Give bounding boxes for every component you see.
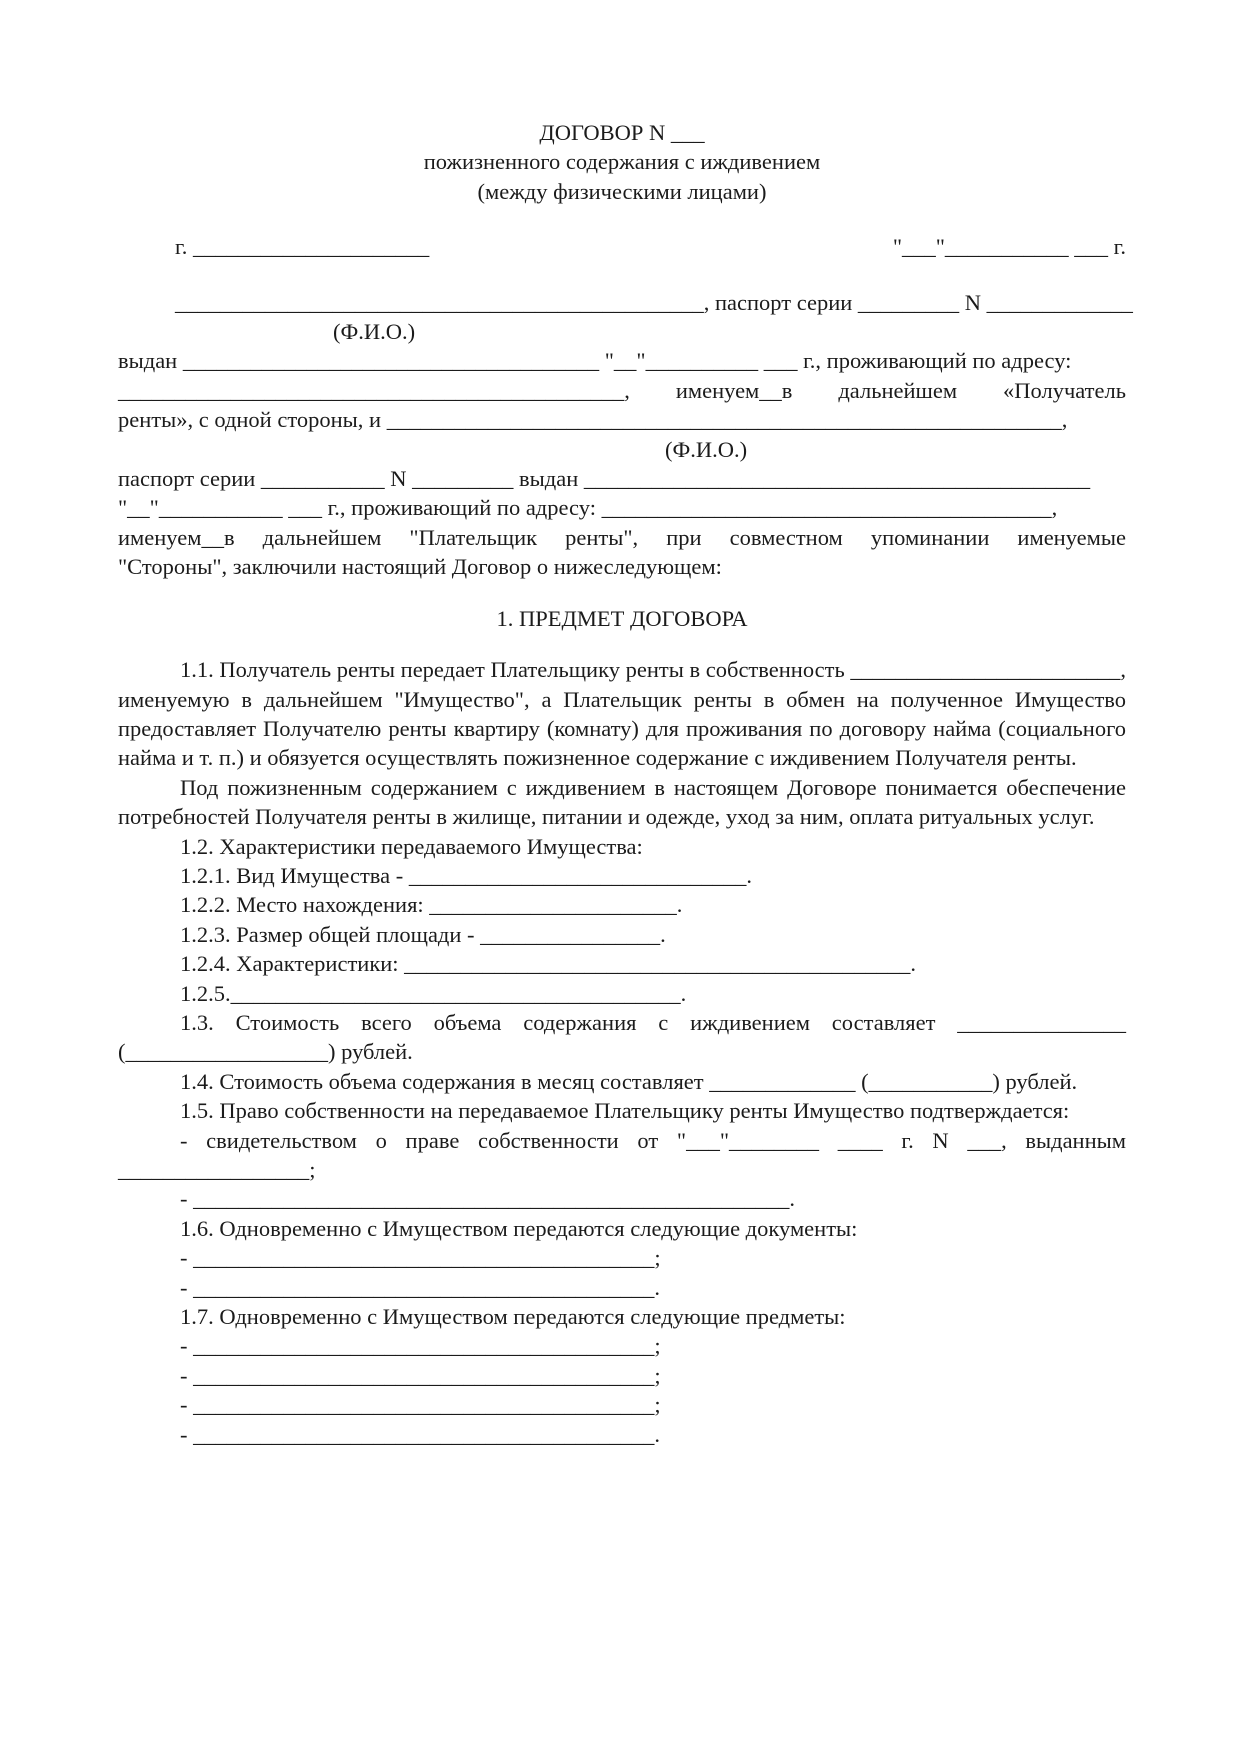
preamble-line-4: ренты», с одной стороны, и ____________________________________________________________, (118, 407, 1068, 433)
clause-1-5-other: - _____________________________________________________. (180, 1186, 795, 1212)
contract-parties-note: (между физическими лицами) (477, 178, 767, 204)
object-item: - _________________________________________; (180, 1362, 661, 1388)
preamble-line-6: "__"___________ ___ г., проживающий по адресу: ________________________________________, (118, 495, 1058, 521)
section-heading: 1. ПРЕДМЕТ ДОГОВОРА (496, 605, 748, 631)
contract-title: ДОГОВОР N ___ (539, 120, 705, 145)
clause-1-4: 1.4. Стоимость объема содержания в месяц составляет _____________ (___________) рублей. (180, 1068, 1078, 1094)
clause-1-2-2: 1.2.2. Место нахождения: ______________________. (180, 892, 683, 918)
fio-caption-2: (Ф.И.О.) (665, 436, 748, 462)
object-item: - _________________________________________; (180, 1333, 661, 1359)
clause-1-7: 1.7. Одновременно с Имуществом передаются следующие предметы: (180, 1304, 846, 1330)
object-item: - _________________________________________. (180, 1421, 660, 1447)
clause-1-2-1: 1.2.1. Вид Имущества - ______________________________. (180, 862, 752, 888)
clause-1-5: 1.5. Право собственности на передаваемое Плательщику ренты Имущество подтверждается: (180, 1098, 1070, 1124)
preamble-line-3: _____________________________________________, именуем__в дальнейшем «Получатель (118, 377, 1126, 403)
preamble-line-7: именуем__в дальнейшем "Плательщик ренты", при совместном упоминании именуемые (118, 524, 1126, 550)
document-item: - _________________________________________; (180, 1245, 661, 1271)
object-item: - _________________________________________; (180, 1392, 661, 1418)
clause-definition: Под пожизненным содержанием с иждивением в настоящем Договоре понимается обеспечение потребностей Получателя ренты в жилище, питании и одежде, уход за ним, оплата ритуальных услуг. (118, 774, 1126, 830)
preamble-line-5: паспорт серии ___________ N _________ выдан _____________________________________________ (118, 466, 1091, 492)
clause-1-2-3: 1.2.3. Размер общей площади - ________________. (180, 921, 666, 947)
clause-1-2-4: 1.2.4. Характеристики: _____________________________________________. (180, 951, 917, 977)
clause-1-2-5: 1.2.5.________________________________________. (180, 980, 687, 1006)
preamble-line-1: _______________________________________________, паспорт серии _________ N _____________ (175, 289, 1133, 315)
preamble-line-2: выдан _____________________________________ "__"__________ ___ г., проживающий по адресу: (118, 348, 1072, 374)
document-item: - _________________________________________. (180, 1274, 660, 1300)
clause-1-5-certificate: - свидетельством о праве собственности от "___"________ ____ г. N ___, выданным _________________; (118, 1127, 1126, 1182)
preamble-line-8: "Стороны", заключили настоящий Договор о нижеследующем: (118, 554, 722, 580)
clause-1-6: 1.6. Одновременно с Имуществом передаются следующие документы: (180, 1215, 858, 1241)
date-field: "___"___________ ___ г. (892, 234, 1126, 260)
clause-1-2: 1.2. Характеристики передаваемого Имущества: (180, 833, 643, 859)
clause-1-1: 1.1. Получатель ренты передает Плательщику ренты в собственность ________________________, именуемую в дальнейшем "Имущество", а Плательщик ренты в обмен на полученное Имущество предоставляет Получателю ренты квартиру (комнату) для проживания по договору найма (социального найма и т. п.) и обязуется осуществлять пожизненное содержание с иждивением Получателя ренты. (118, 657, 1126, 771)
place-field: г. _____________________ (175, 234, 430, 260)
fio-caption-1: (Ф.И.О.) (333, 319, 416, 345)
contract-subtitle: пожизненного содержания с иждивением (423, 149, 821, 175)
place-date-row (118, 232, 1126, 261)
clause-1-3: 1.3. Стоимость всего объема содержания с иждивением составляет _______________ (__________________) рублей. (118, 1009, 1126, 1065)
